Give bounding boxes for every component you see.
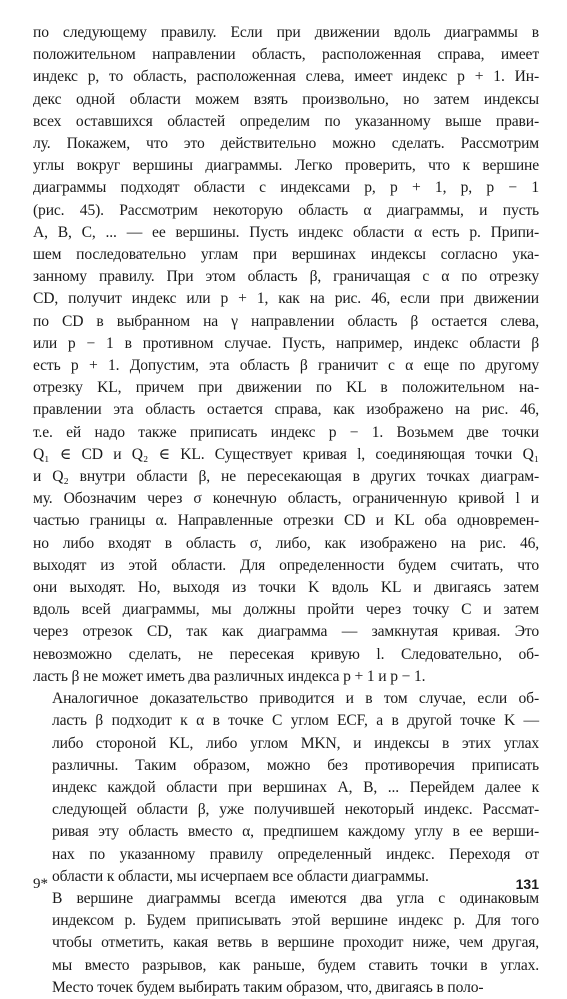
text-line: углы вокруг вершины диаграммы. Легко проверить, что к вершине [33,157,539,175]
text-line: и Q₂ внутри области β, не пересекающая в других точках диаграм- [33,468,539,486]
text-line: через отрезок CD, так как диаграмма — замкнутая кривая. Это [33,623,539,641]
text-line: (рис. 45). Рассмотрим некоторую область α диаграммы, и пусть [33,201,539,219]
text-line: Место точек будем выбирать таким образом, что, двигаясь в поло- [52,978,484,996]
text-line: различны. Таким образом, можно без противоречия приписать [52,756,539,774]
text-line: т.е. ей надо также приписать индекс p − 1. Возьмем две точки [33,423,539,441]
text-line: ривая эту область вместо α, предпишем каждому углу в ее верши- [52,823,539,841]
text-line: мы вместо разрывов, как раньше, будем ставить точки в углах. [52,956,539,974]
text-line: правлении эта область остается справа, как изображено на рис. 46, [33,401,539,419]
text-line: положительном направлении область, расположенная справа, имеет [33,46,539,64]
text-line: они выходят. Но, выходя из точки K вдоль KL и двигаясь затем [33,579,539,597]
text-line: отрезку KL, причем при движении по KL в положительном на- [33,379,539,397]
text-line: индекс каждой области при вершинах A, B, ... Перейдем далее к [52,778,539,796]
text-line: следующей области β, уже получившей некоторый индекс. Рассмат- [52,801,539,819]
text-line: всех оставшихся областей определим по указанному выше прави- [33,112,539,130]
text-line: или p − 1 в противном случае. Пусть, например, индекс области β [33,334,539,352]
text-line: занному правилу. При этом область β, граничащая с α по отрезку [33,268,539,286]
paragraph-1 [33,22,539,688]
text-line: шем последовательно углам при вершинах индексы согласно ука- [33,246,539,264]
text-line: A, B, C, ... — ее вершины. Пусть индекс области α есть p. Припи- [33,223,539,241]
text-line: ласть β подходит к α в точке C углом ECF, а в другой точке K — [52,712,539,730]
text-line: но либо входят в область σ, либо, как изображено на рис. 46, [33,534,539,552]
text-line: декс одной области можем взять произвольно, но затем индексы [33,90,539,108]
paragraph-3 [33,888,539,999]
text-line: нах по указанному правилу определенный индекс. Переходя от [52,845,539,863]
signature-mark: 9* [33,876,48,892]
text-line: выходят из этой области. Для определенности будем считать, что [33,556,539,574]
page-footer [33,876,539,900]
text-line: невозможно сделать, не пересекая кривую l. Следовательно, об- [33,645,539,663]
text-line: чтобы отметить, какая ветвь в вершине проходит ниже, чем другая, [52,934,539,952]
text-line: частью границы α. Направленные отрезки CD и KL оба одновремен- [33,512,539,530]
page-number: 131 [515,876,539,892]
text-line: Аналогичное доказательство приводится и в том случае, если об- [52,690,539,708]
text-line: му. Обозначим через σ конечную область, ограниченную кривой l и [33,490,539,508]
text-line: лу. Покажем, что это действительно можно сделать. Рассмотрим [33,135,539,153]
paragraph-2 [33,688,539,888]
text-line: индексом p. Будем приписывать этой вершине индекс p. Для того [52,912,539,930]
text-line: диаграммы подходят области с индексами p, p + 1, p, p − 1 [33,179,539,197]
text-line: CD, получит индекс или p + 1, как на рис. 46, если при движении [33,290,539,308]
text-line: индекс p, то область, расположенная слева, имеет индекс p + 1. Ин- [33,68,539,86]
page-body [33,22,539,999]
text-line: по CD в выбранном на γ направлении область β остается слева, [33,312,539,330]
text-line: области к области, мы исчерпаем все области диаграммы. [52,867,429,885]
text-line: есть p + 1. Допустим, эта область β граничит с α еще по другому [33,357,539,375]
text-line: по следующему правилу. Если при движении вдоль диаграммы в [33,24,539,41]
text-line: Q₁ ∈ CD и Q₂ ∈ KL. Существует кривая l, соединяющая точки Q₁ [33,445,539,463]
text-line: вдоль всей диаграммы, мы должны пройти через точку C и затем [33,601,539,619]
text-line: ласть β не может иметь два различных индекса p + 1 и p − 1. [33,667,426,685]
text-line: либо стороной KL, либо углом MKN, и индексы в этих углах [52,734,539,752]
text-line: В вершине диаграммы всегда имеются два угла с одинаковым [52,889,539,907]
